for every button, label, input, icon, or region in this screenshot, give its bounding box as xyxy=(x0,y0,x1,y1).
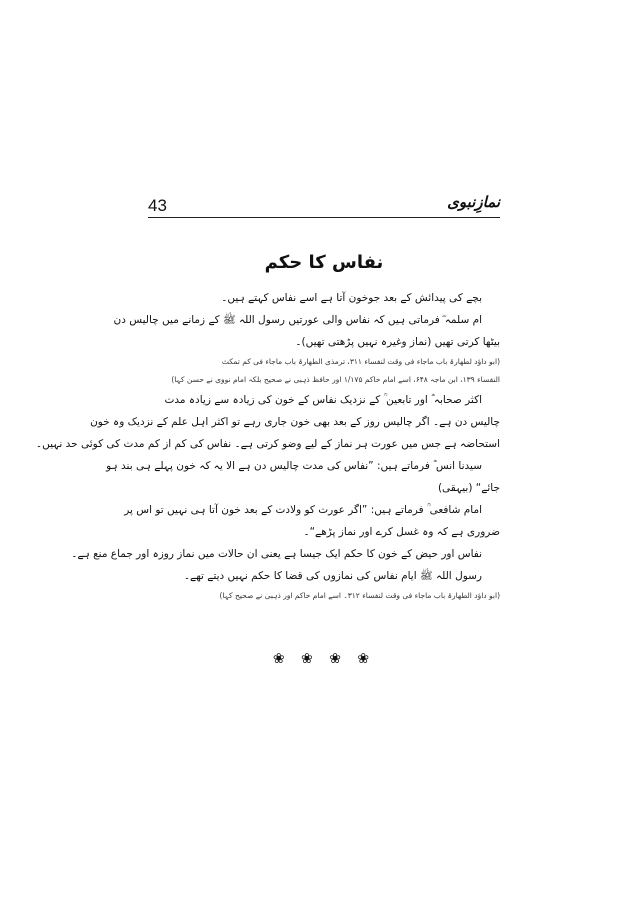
header-rule xyxy=(148,217,500,218)
text-line: ضروری ہے کہ وہ غسل کرے اور نماز پڑھے“۔ xyxy=(303,526,500,538)
text-line: بچے کی پیدائش کے بعد جوخون آتا ہے اسے نفاس کہتے ہیں۔ xyxy=(221,292,482,304)
running-title: نمازِنبوی xyxy=(447,193,500,211)
reference-line: (ابو داؤد لطھارۃ باب ماجاء فی وقت لنفساء ۳۱۱، ترمذی الطھارۃ باب ماجاء فی کم تمکث xyxy=(221,357,500,366)
text-line: بیٹھا کرتی تھیں (نماز وغیرہ نہیں پڑھتی تھیں)۔ xyxy=(295,336,500,348)
page-header xyxy=(148,190,500,220)
text-line: چالیس دن ہے۔ اگر چالیس روز کے بعد بھی خون جاری رہے تو اکثر اہل علم کے نزدیک وہ خون xyxy=(90,416,500,428)
text-line: سیدنا انس ؓ فرماتے ہیں: ”نفاس کی مدت چالیس دن ہے الا یہ کہ خون پہلے ہی بند ہو xyxy=(106,460,482,472)
text-line: استحاضہ ہے جس میں عورت ہر نماز کے لیے وضو کرتی ہے۔ نفاس کی کم از کم مدت کی کوئی حد نہیں۔ xyxy=(35,438,500,450)
text-line: جائے“ (بیہقی) xyxy=(437,482,500,494)
chapter-title: نفاس کا حکم xyxy=(264,252,384,273)
text-line: اکثر صحابہ ؓ اور تابعین ؒ کے نزدیک نفاس کے خون کی زیادہ سے زیادہ مدت xyxy=(164,394,482,406)
body-text xyxy=(35,287,500,605)
text-line: ام سلمہ ؓ فرماتی ہیں کہ نفاس والی عورتیں رسول اللہ ﷺ کے زمانے میں چالیس دن xyxy=(113,314,482,326)
section-end-ornament: ❀ ❀ ❀ ❀ xyxy=(272,651,376,667)
text-line: رسول اللہ ﷺ ایام نفاس کی نمازوں کی قضا کا حکم نہیں دیتے تھے۔ xyxy=(183,570,482,582)
text-line: امام شافعی ؒ فرماتے ہیں: ”اگر عورت کو ولادت کے بعد خون آتا ہی نہیں تو اس پر xyxy=(124,504,482,516)
page-number: 43 xyxy=(148,196,167,215)
reference-line: النفساء ۱۳۹، ابن ماجہ ۶۴۸، اسے امام حاکم ۱/۱۷۵ اور حافظ ذہبی نے صحیح بلکہ امام نووی نے حسن کہا) xyxy=(171,375,500,384)
reference-line: (ابو داؤد الطھارۃ باب ماجاء فی وقت لنفساء ۳۱۲۔ اسے امام حاکم اور ذہبی نے صحیح کہا) xyxy=(219,591,500,600)
text-line: نفاس اور حیض کے خون کا حکم ایک جیسا ہے یعنی ان حالات میں نماز روزہ اور جماع منع ہے۔ xyxy=(71,548,482,560)
